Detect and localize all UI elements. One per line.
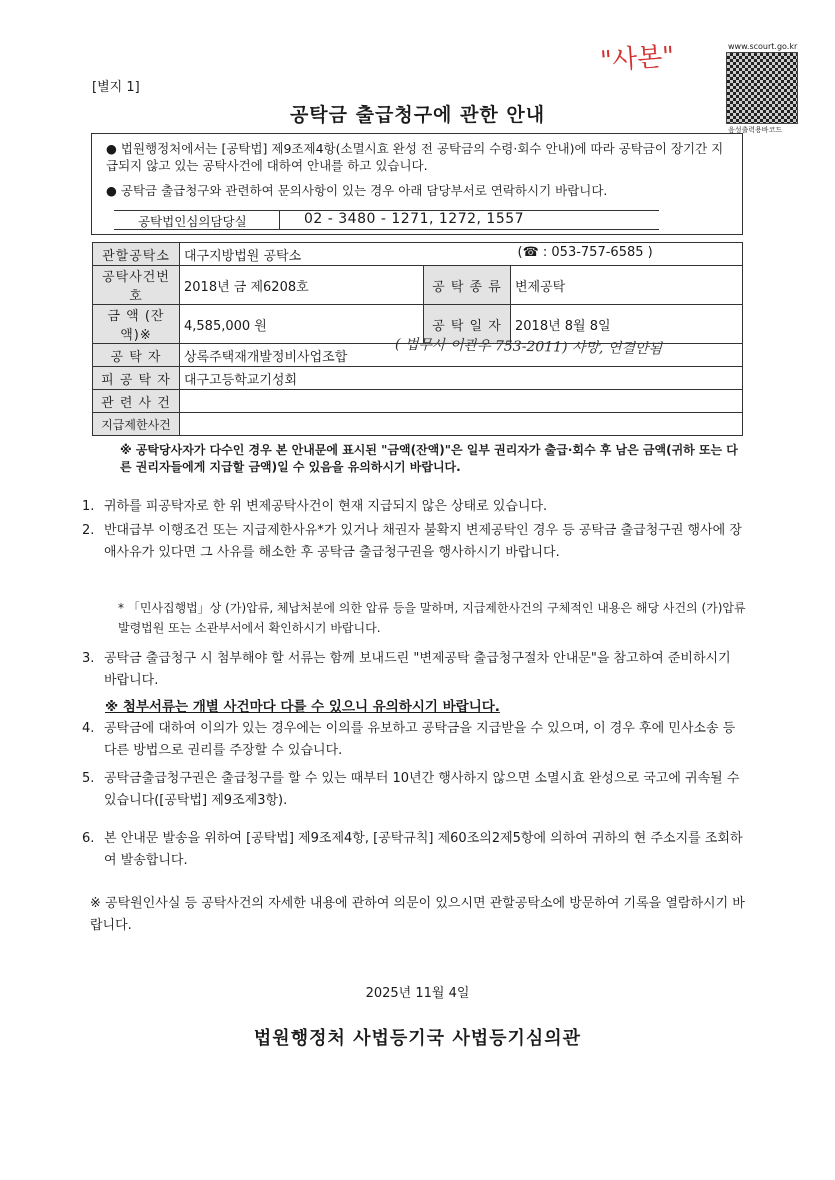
restrict-value [180, 413, 743, 436]
list-item: 2. 반대급부 이행조건 또는 지급제한사유*가 있거나 채권자 불확지 변제공탁인 경우 등 공탁금 출급청구권 행사에 장애사유가 있다면 그 사유를 해소한 후 공탁금 출급청구권을 행사하시기 바랍니다. [82, 523, 742, 560]
info-bullet-2: ● 공탁금 출급청구와 관련하여 문의사항이 있는 경우 아래 담당부서로 연락하시기 바랍니다. [106, 183, 608, 198]
court-cell [180, 243, 743, 266]
court-value: 대구지방법원 공탁소 [184, 248, 302, 264]
website-url: www.scourt.go.kr [728, 42, 798, 51]
amount-value: 4,585,000 원 [180, 305, 424, 344]
handwritten-note: ( 법무사 이관우 753-2011) 사망, 연결안됨 [394, 336, 663, 358]
copy-stamp: "사본" [599, 41, 676, 77]
contact-row [114, 210, 659, 230]
recipient-label: 피 공 탁 자 [93, 367, 180, 390]
list-item: 1. 귀하를 피공탁자로 한 위 변제공탁사건이 현재 지급되지 않은 상태로 있습니다. [82, 499, 548, 514]
list-item: 4. 공탁금에 대하여 이의가 있는 경우에는 이의를 유보하고 공탁금을 지급받을 수 있으며, 이 경우 후에 민사소송 등 다른 방법으로 권리를 주장할 수 있습니다. [82, 721, 736, 758]
inquiry-note: ※ 공탁원인사실 등 공탁사건의 자세한 내용에 관하여 의문이 있으시면 관할공탁소에 방문하여 기록을 열람하시기 바랍니다. [90, 896, 745, 933]
case-no-value: 2018년 금 제6208호 [180, 266, 424, 305]
contact-number: 02 - 3480 - 1271, 1272, 1557 [304, 211, 525, 227]
type-value: 변제공탁 [511, 266, 743, 305]
annex-label: [별지 1] [92, 80, 140, 95]
related-case-value [180, 390, 743, 413]
deposit-date-value: 2018년 8월 8일 [511, 305, 743, 344]
restriction-footnote: * 「민사집행법」상 (가)압류, 체납처분에 의한 압류 등을 말하며, 지급제한사건의 구체적인 내용은 해당 사건의 (가)압류 발령법원 또는 소관부서에서 확인하시기 바랍니다. [118, 601, 746, 635]
list-item: 3. 공탁금 출급청구 시 첨부해야 할 서류는 함께 보내드린 "변제공탁 출급청구절차 안내문"을 참고하여 준비하시기 바랍니다. [82, 651, 731, 688]
page-title: 공탁금 출급청구에 관한 안내 [289, 104, 546, 126]
list-item: 6. 본 안내문 발송을 위하여 [공탁법] 제9조제4항, [공탁규칙] 제60조의2제5항에 의하여 귀하의 현 주소지를 조회하여 발송합니다. [82, 831, 743, 868]
amount-note: ※ 공탁당사자가 다수인 경우 본 안내문에 표시된 "금액(잔액)"은 일부 권리자가 출급·회수 후 남은 금액(귀하 또는 다른 권리자들에게 지급할 금액)일 수 있음을 유의하시기 바랍니다. [120, 443, 738, 474]
recipient-value: 대구고등학교기성회 [180, 367, 743, 390]
case-no-label: 공탁사건번호 [93, 266, 180, 305]
depositor-value: 상록주택재개발정비사업조합 [180, 344, 743, 367]
list-item: 5. 공탁금출급청구권은 출급청구를 할 수 있는 때부터 10년간 행사하지 않으면 소멸시효 완성으로 국고에 귀속될 수 있습니다([공탁법] 제9조제3항). [82, 771, 740, 808]
issue-date: 2025년 11월 4일 [365, 986, 470, 1001]
court-label: 관할공탁소 [93, 243, 180, 266]
qr-caption: 음성출력용바코드 [728, 126, 783, 134]
type-label: 공 탁 종 류 [424, 266, 511, 305]
related-case-label: 관 련 사 건 [93, 390, 180, 413]
amount-label: 금 액 (잔액)※ [93, 305, 180, 344]
deposit-date-label: 공 탁 일 자 [424, 305, 511, 344]
info-bullet-1: ● 법원행정처에서는 [공탁법] 제9조제4항(소멸시효 완성 전 공탁금의 수령·회수 안내)에 따라 공탁금이 장기간 지급되지 않고 있는 공탁사건에 대하여 안내를 하고 있습니다. [106, 141, 724, 173]
issuer-signature: 법원행정처 사법등기국 사법등기심의관 [253, 1028, 582, 1049]
court-tel: (☎ : 053-757-6585 ) [517, 244, 653, 260]
contact-label: 공탁법인심의담당실 [138, 214, 247, 229]
restrict-label: 지급제한사건 [93, 413, 180, 436]
depositor-label: 공 탁 자 [93, 344, 180, 367]
info-box [91, 133, 743, 235]
attachment-warning: ※ 첨부서류는 개별 사건마다 다를 수 있으니 유의하시기 바랍니다. [105, 699, 500, 715]
